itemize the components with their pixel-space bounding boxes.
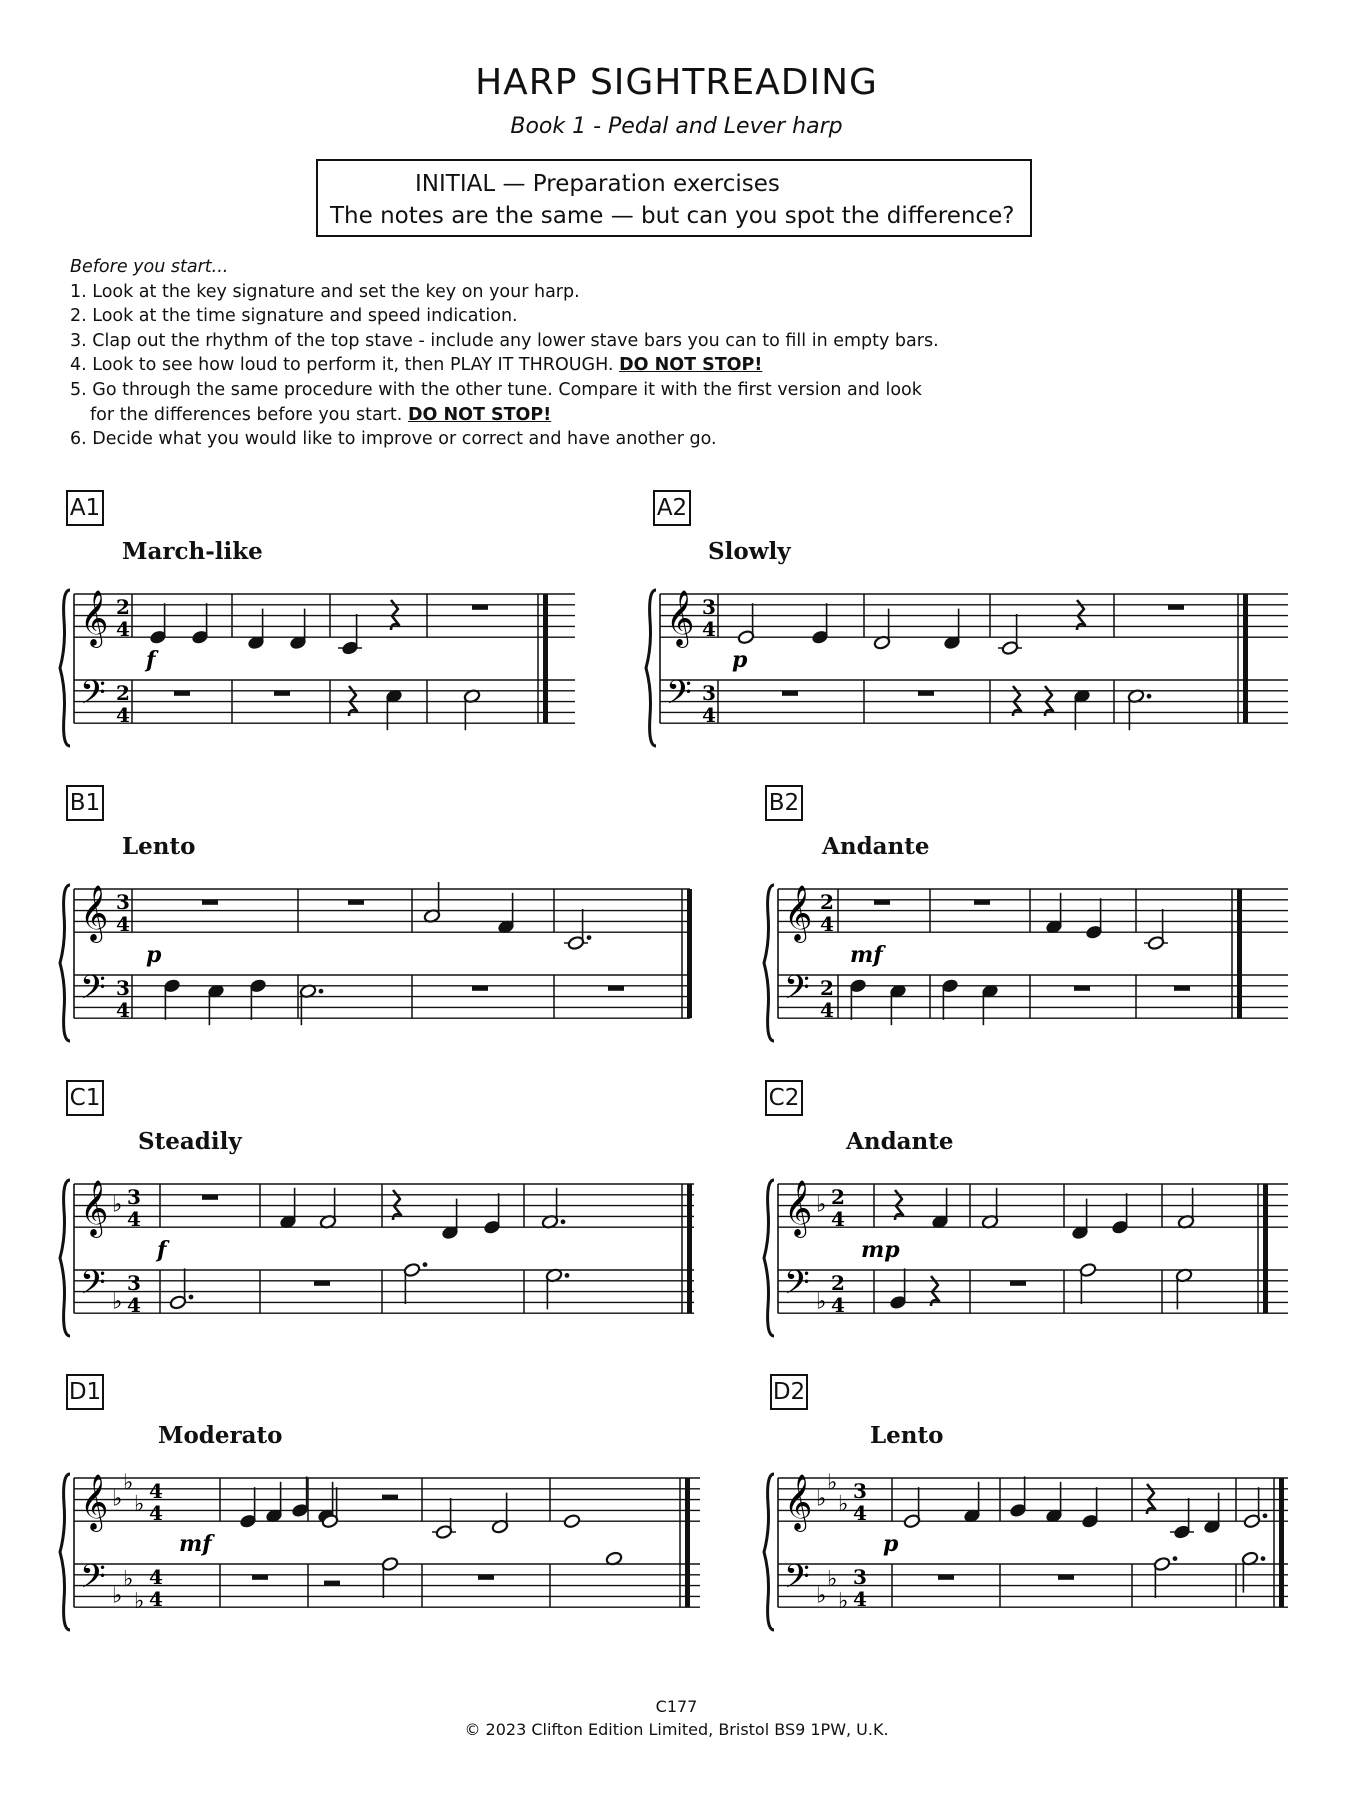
brace — [60, 590, 70, 746]
time-signature-numerator: 3 — [116, 976, 130, 1000]
dot — [189, 1295, 194, 1300]
time-signature-denominator: 4 — [831, 1293, 845, 1317]
instruction-5: 5. Go through the same procedure with the other tune. Compare it with the first version and look — [70, 379, 922, 400]
final-barline — [1279, 1478, 1284, 1607]
whole-rest — [252, 1575, 268, 1580]
whole-rest — [874, 900, 890, 905]
flat-sign: ♭ — [112, 1192, 123, 1218]
dynamic-marking: mp — [861, 1237, 900, 1264]
time-signature-numerator: 3 — [702, 681, 716, 705]
instructions-intro: Before you start... — [70, 257, 229, 277]
tempo-a1: March-like — [122, 538, 263, 565]
flat-sign: ♭ — [112, 1486, 123, 1512]
tempo-c2: Andante — [846, 1128, 954, 1155]
dot — [1261, 1556, 1266, 1561]
tempo-b2: Andante — [822, 833, 930, 860]
whole-rest — [472, 986, 488, 991]
whole-rest — [1010, 1281, 1026, 1286]
score-c1 — [60, 1168, 694, 1328]
instruction-5-cont-text: for the differences before you start. — [90, 404, 403, 425]
whole-rest — [314, 1281, 330, 1286]
instruction-1: 1. Look at the key signature and set the key on your harp. — [70, 281, 580, 302]
score-d1 — [60, 1462, 700, 1622]
time-signature-numerator: 2 — [831, 1185, 845, 1209]
dynamic-marking: f — [146, 647, 156, 674]
treble-clef: 𝄞 — [80, 590, 109, 646]
bass-clef: 𝄢 — [784, 1558, 810, 1604]
exercise-label-c2: C2 — [765, 1080, 803, 1116]
time-signature-numerator: 3 — [116, 890, 130, 914]
bass-clef: 𝄢 — [666, 674, 692, 720]
dot — [1173, 1556, 1178, 1561]
final-barline — [1237, 889, 1242, 1018]
time-signature-denominator: 4 — [702, 703, 716, 727]
whole-rest — [1168, 605, 1184, 610]
exercise-label-b1: B1 — [66, 785, 104, 821]
dot — [561, 1219, 566, 1224]
flat-sign: ♭ — [816, 1486, 827, 1512]
time-signature-denominator: 4 — [127, 1293, 141, 1317]
time-signature-numerator: 3 — [702, 595, 716, 619]
whole-rest — [472, 605, 488, 610]
final-barline — [1263, 1184, 1268, 1313]
dot — [565, 1273, 570, 1278]
whole-rest — [274, 691, 290, 696]
bass-clef: 𝄢 — [80, 1558, 106, 1604]
score-b1 — [60, 873, 690, 1033]
bass-clef: 𝄢 — [784, 969, 810, 1015]
info-box — [316, 159, 1032, 237]
flat-sign: ♭ — [112, 1583, 123, 1609]
final-barline — [685, 1478, 690, 1607]
half-rest — [324, 1581, 340, 1586]
time-signature-numerator: 2 — [831, 1271, 845, 1295]
whole-rest — [202, 900, 218, 905]
whole-rest — [174, 691, 190, 696]
time-signature-numerator: 2 — [820, 976, 834, 1000]
dot — [1263, 1513, 1268, 1518]
bass-clef: 𝄢 — [80, 1264, 106, 1310]
final-barline — [687, 889, 692, 1018]
brace — [764, 885, 774, 1041]
time-signature-denominator: 4 — [820, 998, 834, 1022]
tempo-c1: Steadily — [138, 1128, 242, 1155]
whole-rest — [608, 986, 624, 991]
instruction-3: 3. Clap out the rhythm of the top stave - include any lower stave bars you can to fill in empty bars. — [70, 330, 939, 351]
flat-sign: ♭ — [112, 1289, 123, 1315]
whole-rest — [478, 1575, 494, 1580]
do-not-stop-1: DO NOT STOP! — [619, 355, 763, 376]
dynamic-marking: mf — [850, 942, 883, 969]
final-barline — [1243, 594, 1248, 723]
score-c2 — [764, 1168, 1288, 1328]
dynamic-marking: p — [732, 647, 748, 674]
instruction-5-cont — [70, 403, 1070, 428]
whole-note — [563, 1514, 581, 1529]
final-barline — [543, 594, 548, 723]
treble-clef: 𝄞 — [666, 590, 695, 646]
treble-clef: 𝄞 — [80, 1180, 109, 1236]
exercise-label-b2: B2 — [765, 785, 803, 821]
instruction-4-text: 4. Look to see how loud to perform it, then PLAY IT THROUGH. — [70, 355, 614, 376]
exercise-label-d2: D2 — [770, 1374, 808, 1410]
time-signature-numerator: 3 — [853, 1479, 867, 1503]
bass-clef: 𝄢 — [80, 969, 106, 1015]
score-a1 — [60, 578, 575, 738]
info-line-2: The notes are the same — but can you spot the difference? — [330, 203, 1015, 229]
whole-rest — [1174, 986, 1190, 991]
dot — [1147, 694, 1152, 699]
tempo-d1: Moderato — [158, 1422, 283, 1449]
brace — [60, 1474, 70, 1630]
treble-clef: 𝄞 — [784, 1474, 813, 1530]
time-signature-denominator: 4 — [820, 912, 834, 936]
instruction-4 — [70, 353, 1070, 378]
half-rest — [382, 1495, 398, 1500]
whole-rest — [782, 691, 798, 696]
exercise-label-d1: D1 — [66, 1374, 104, 1410]
footer-code: C177 — [655, 1697, 698, 1716]
time-signature-denominator: 4 — [116, 998, 130, 1022]
flat-sign: ♭ — [134, 1492, 145, 1517]
treble-clef: 𝄞 — [80, 1474, 109, 1530]
flat-sign: ♭ — [838, 1588, 849, 1614]
treble-clef: 𝄞 — [80, 885, 109, 941]
score-b2 — [764, 873, 1288, 1033]
final-barline — [687, 1184, 692, 1313]
footer-copyright: © 2023 Clifton Edition Limited, Bristol BS9 1PW, U.K. — [464, 1720, 889, 1739]
exercise-label-a1: A1 — [66, 490, 104, 526]
brace — [60, 885, 70, 1041]
page-title: HARP SIGHTREADING — [475, 62, 878, 103]
instruction-2: 2. Look at the time signature and speed indication. — [70, 306, 518, 327]
time-signature-denominator: 4 — [831, 1207, 845, 1231]
dynamic-marking: f — [157, 1237, 167, 1264]
time-signature-denominator: 4 — [853, 1501, 867, 1525]
dot — [319, 989, 324, 994]
dynamic-marking: mf — [179, 1531, 212, 1558]
brace — [60, 1180, 70, 1336]
whole-rest — [202, 1195, 218, 1200]
instruction-6: 6. Decide what you would like to improve or correct and have another go. — [70, 429, 717, 450]
time-signature-denominator: 4 — [116, 912, 130, 936]
flat-sign: ♭ — [827, 1567, 838, 1593]
flat-sign: ♭ — [123, 1470, 134, 1496]
time-signature-denominator: 4 — [116, 703, 130, 727]
whole-rest — [1058, 1575, 1074, 1580]
flat-sign: ♭ — [134, 1588, 145, 1614]
time-signature-numerator: 3 — [127, 1185, 141, 1209]
exercise-label-a2: A2 — [653, 490, 691, 526]
treble-clef: 𝄞 — [784, 885, 813, 941]
flat-sign: ♭ — [838, 1492, 849, 1517]
time-signature-denominator: 4 — [853, 1587, 867, 1611]
dot — [587, 935, 592, 940]
whole-rest — [938, 1575, 954, 1580]
brace — [646, 590, 656, 746]
dynamic-marking: p — [146, 942, 162, 969]
time-signature-numerator: 4 — [149, 1565, 163, 1589]
whole-rest — [1074, 986, 1090, 991]
time-signature-denominator: 4 — [127, 1207, 141, 1231]
time-signature-numerator: 2 — [116, 595, 130, 619]
tempo-d2: Lento — [870, 1422, 944, 1449]
time-signature-numerator: 4 — [149, 1479, 163, 1503]
flat-sign: ♭ — [827, 1470, 838, 1496]
time-signature-denominator: 4 — [116, 617, 130, 641]
exercise-label-c1: C1 — [66, 1080, 104, 1116]
tempo-a2: Slowly — [708, 538, 791, 565]
brace — [764, 1180, 774, 1336]
time-signature-numerator: 3 — [127, 1271, 141, 1295]
flat-sign: ♭ — [816, 1583, 827, 1609]
flat-sign: ♭ — [816, 1192, 827, 1218]
time-signature-denominator: 4 — [149, 1587, 163, 1611]
whole-rest — [348, 900, 364, 905]
flat-sign: ♭ — [123, 1567, 134, 1593]
tempo-b1: Lento — [122, 833, 196, 860]
whole-rest — [974, 900, 990, 905]
bass-clef: 𝄢 — [784, 1264, 810, 1310]
whole-rest — [918, 691, 934, 696]
treble-clef: 𝄞 — [784, 1180, 813, 1236]
bass-clef: 𝄢 — [80, 674, 106, 720]
dot — [423, 1262, 428, 1267]
flat-sign: ♭ — [816, 1289, 827, 1315]
time-signature-numerator: 2 — [820, 890, 834, 914]
dynamic-marking: p — [883, 1531, 899, 1558]
brace — [764, 1474, 774, 1630]
info-line-1: INITIAL — Preparation exercises — [415, 171, 780, 197]
time-signature-numerator: 2 — [116, 681, 130, 705]
instructions — [70, 255, 1070, 452]
score-a2 — [646, 578, 1288, 738]
score-d2 — [764, 1462, 1288, 1622]
time-signature-denominator: 4 — [149, 1501, 163, 1525]
page-subtitle: Book 1 - Pedal and Lever harp — [510, 114, 843, 139]
do-not-stop-2: DO NOT STOP! — [407, 404, 552, 425]
time-signature-numerator: 3 — [853, 1565, 867, 1589]
time-signature-denominator: 4 — [702, 617, 716, 641]
